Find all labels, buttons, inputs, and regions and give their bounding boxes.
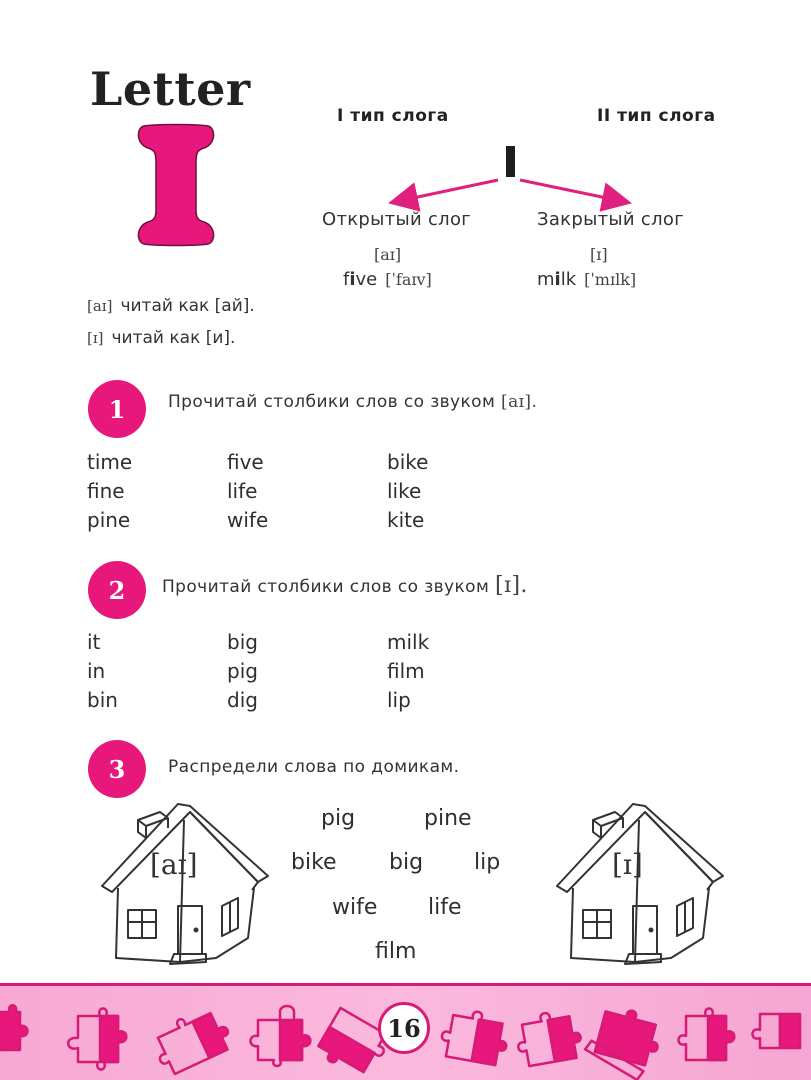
- sort-word[interactable]: wife: [332, 895, 378, 920]
- word: milk: [387, 630, 430, 654]
- house-sound-label: [ɪ]: [612, 848, 643, 881]
- word: bin: [87, 688, 118, 712]
- sort-word[interactable]: pig: [321, 806, 356, 831]
- word: bike: [387, 450, 429, 474]
- sort-word[interactable]: big: [389, 850, 424, 875]
- word: fine: [87, 479, 125, 503]
- word: film: [387, 659, 425, 683]
- word: big: [227, 630, 258, 654]
- word: lip: [387, 688, 411, 712]
- word: pine: [87, 508, 131, 532]
- closed-syllable-sound: [ɪ]: [590, 245, 608, 264]
- reading-rule: [aɪ] читай как [ай].: [87, 296, 255, 316]
- exercise-instruction: Прочитай столбики слов со звуком [ɪ].: [162, 573, 528, 598]
- sort-word[interactable]: bike: [291, 850, 337, 875]
- exercise-instruction: Прочитай столбики слов со звуком [aɪ].: [168, 392, 538, 412]
- reading-rule: [ɪ] читай как [и].: [87, 328, 236, 348]
- sort-word[interactable]: lip: [474, 850, 501, 875]
- syllable-type-2-label: II тип слога: [597, 106, 716, 126]
- house-sound-label: [aɪ]: [150, 848, 198, 881]
- closed-syllable-example: milk [ˈmɪlk]: [537, 269, 637, 290]
- word: life: [227, 479, 258, 503]
- exercise-number-badge: 1: [88, 380, 146, 438]
- page-number: 16: [378, 1002, 430, 1054]
- house-ai-icon: [98, 798, 278, 968]
- word: like: [387, 479, 422, 503]
- open-syllable-example: five [ˈfaɪv]: [343, 269, 432, 290]
- word: dig: [227, 688, 258, 712]
- sort-word[interactable]: pine: [424, 806, 472, 831]
- sort-word[interactable]: life: [428, 895, 462, 920]
- syllable-type-1-label: I тип слога: [337, 106, 449, 126]
- house-i-icon: [553, 798, 733, 968]
- sort-word[interactable]: film: [375, 939, 417, 964]
- closed-syllable-label: Закрытый слог: [537, 209, 684, 230]
- word: wife: [227, 508, 269, 532]
- word-columns: [87, 449, 507, 534]
- big-letter-i-icon: [136, 122, 216, 248]
- word: kite: [387, 508, 425, 532]
- word: time: [87, 450, 133, 474]
- open-syllable-sound: [aɪ]: [374, 245, 402, 264]
- exercise-instruction: Распредели слова по домикам.: [168, 757, 460, 777]
- word-columns: [87, 629, 507, 714]
- word: five: [227, 450, 264, 474]
- exercise-number-badge: 3: [88, 740, 146, 798]
- page-title: Letter: [90, 62, 251, 116]
- open-syllable-label: Открытый слог: [322, 209, 472, 230]
- word: it: [87, 630, 101, 654]
- exercise-number-badge: 2: [88, 561, 146, 619]
- word: pig: [227, 659, 258, 683]
- word: in: [87, 659, 106, 683]
